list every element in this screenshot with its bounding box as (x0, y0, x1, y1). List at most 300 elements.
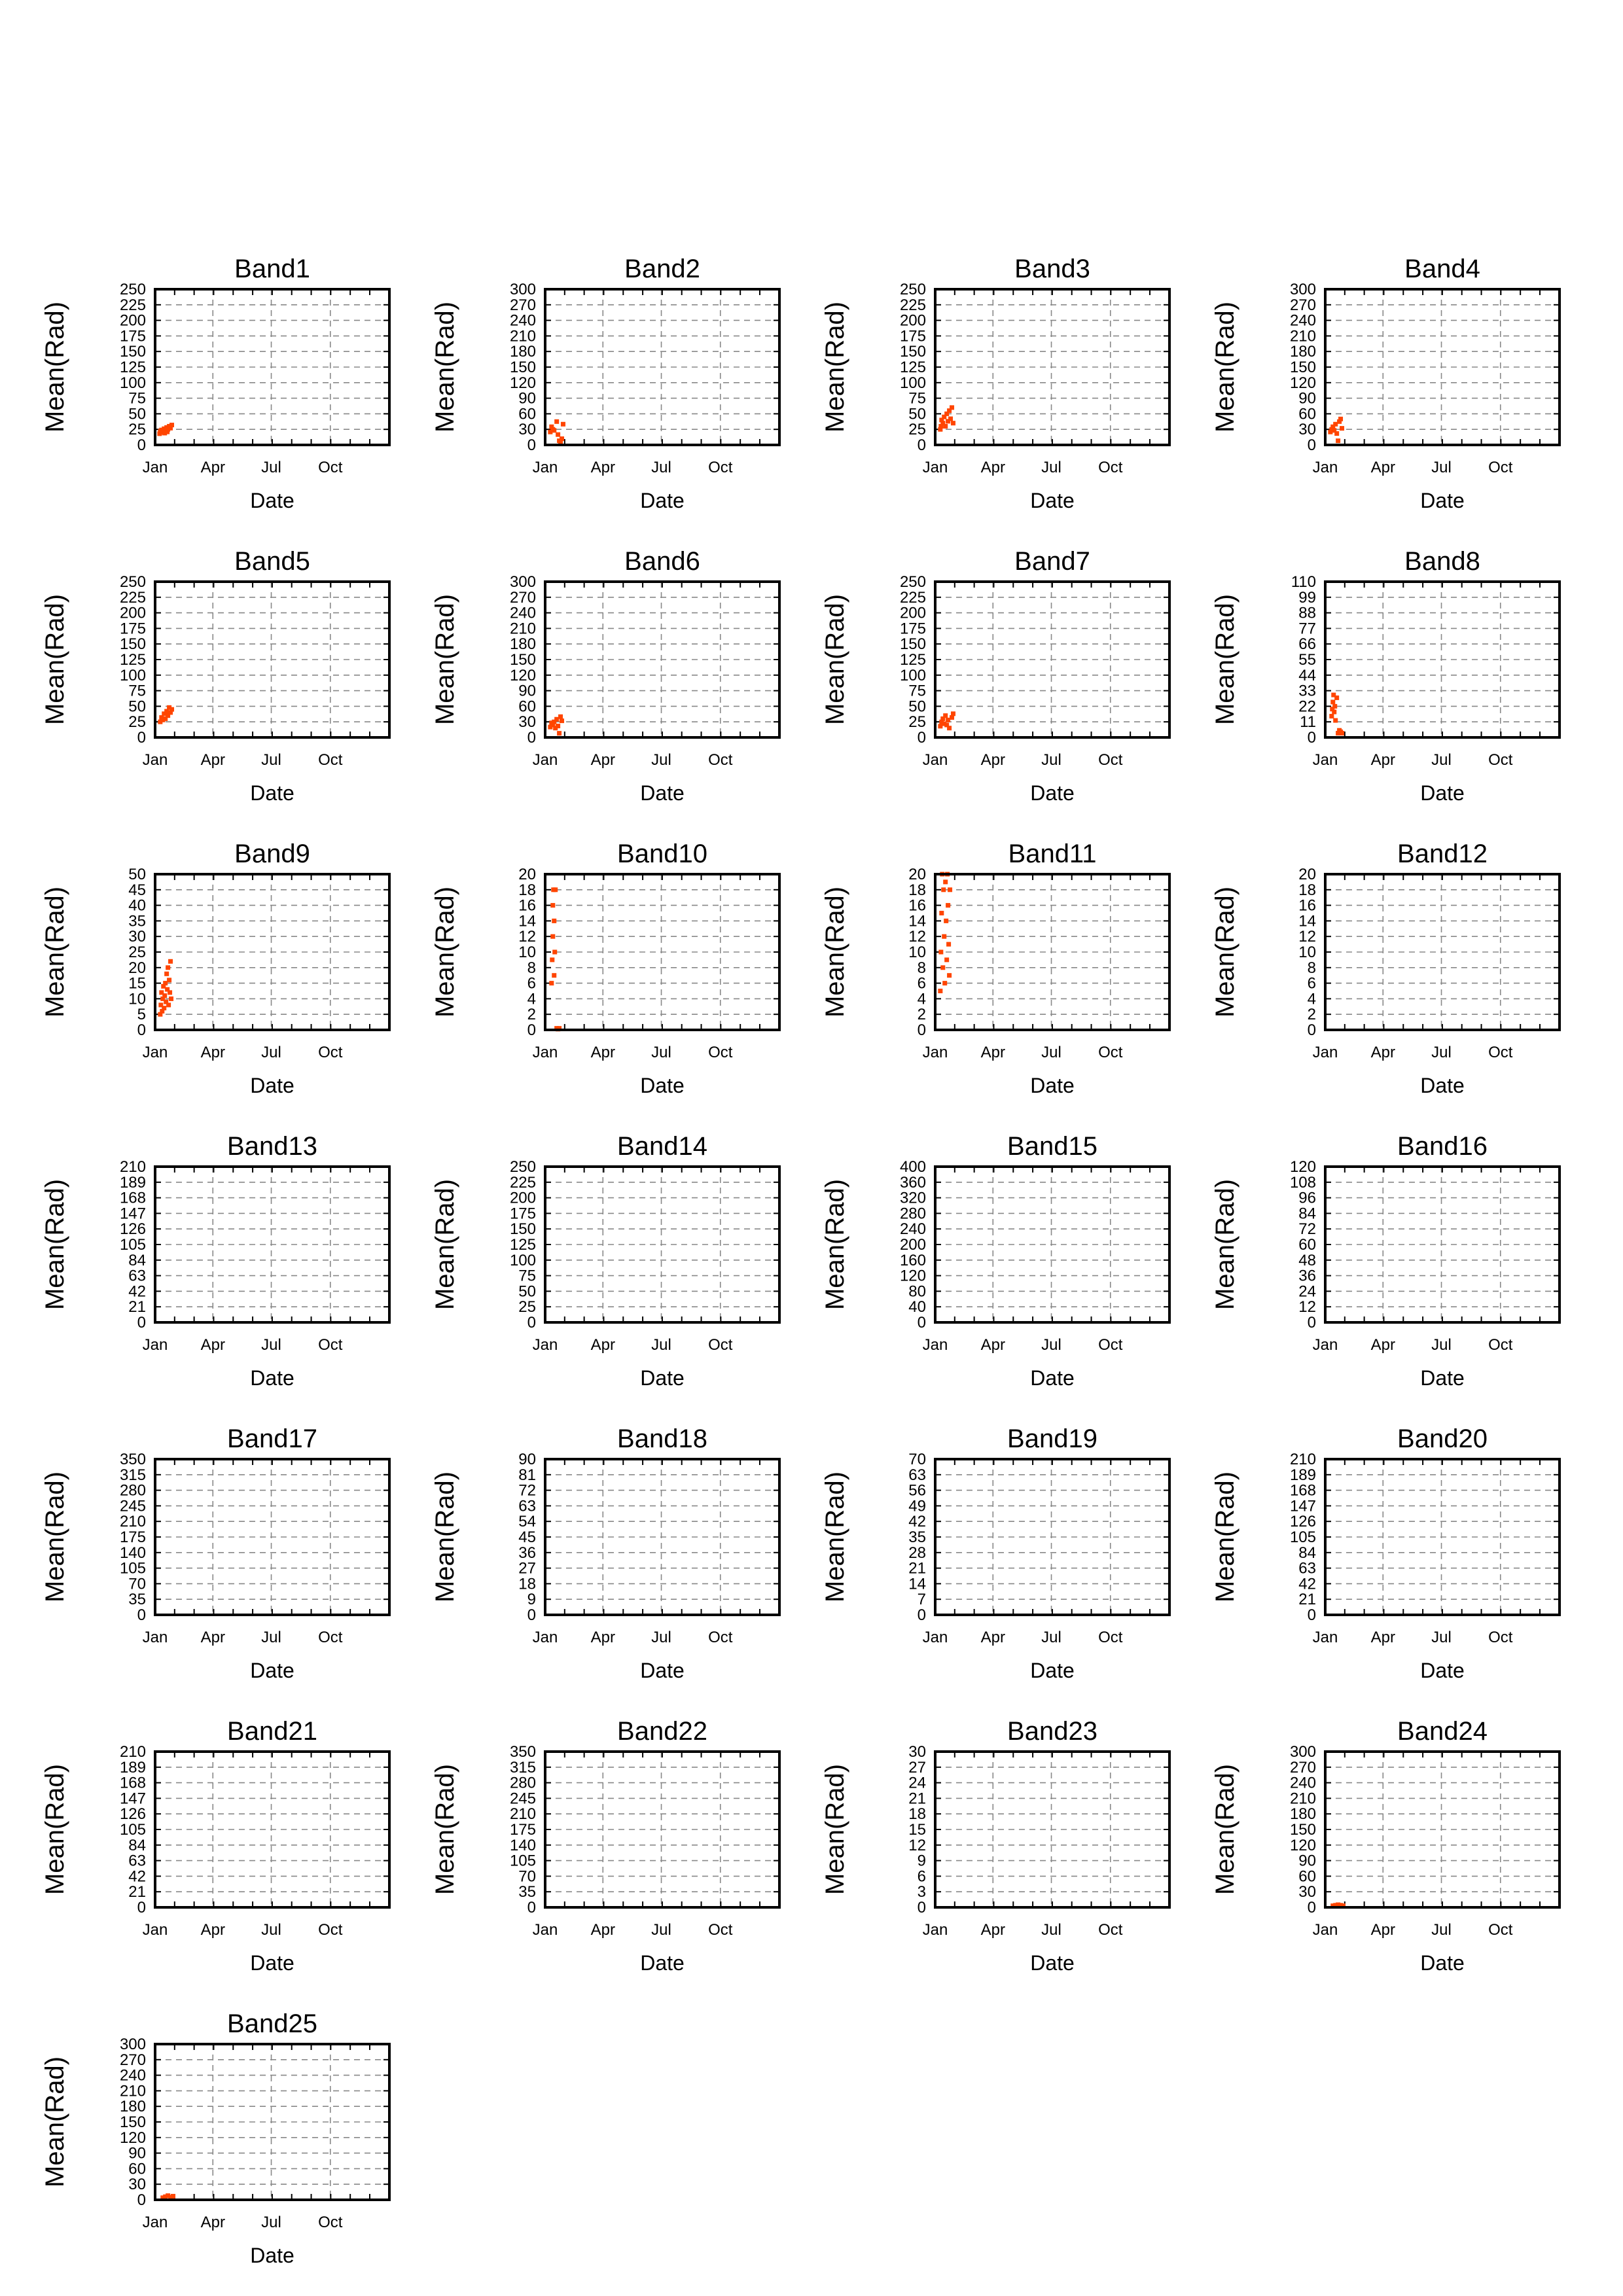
y-tick-label: 210 (509, 1805, 536, 1824)
y-tick-label: 35 (518, 1883, 536, 1901)
y-tick-label: 240 (119, 2066, 146, 2085)
x-tick-label: Jan (922, 1921, 948, 1939)
y-tick-label: 200 (509, 1189, 536, 1207)
y-tick-label: 60 (1298, 405, 1316, 423)
y-tick-label: 168 (1289, 1481, 1316, 1500)
chart-title: Band3 (1014, 255, 1090, 283)
y-tick-label: 0 (1307, 1021, 1316, 1039)
y-tick-label: 40 (908, 1298, 926, 1316)
x-tick-label: Apr (200, 1336, 225, 1354)
y-axis-label: Mean(Rad) (821, 1471, 849, 1603)
x-tick-label: Apr (980, 1921, 1005, 1939)
y-tick-label: 0 (527, 436, 536, 454)
x-axis-label: Date (250, 781, 294, 805)
y-tick-label: 90 (1298, 389, 1316, 408)
chart-title: Band14 (617, 1132, 707, 1161)
x-axis-label: Date (250, 2244, 294, 2267)
y-tick-label: 60 (1298, 1867, 1316, 1886)
y-tick-label: 60 (518, 405, 536, 423)
chart-band6 (431, 547, 779, 805)
x-tick-label: Jan (532, 459, 558, 476)
y-axis-label: Mean(Rad) (41, 1763, 69, 1896)
y-tick-label: 4 (1307, 990, 1316, 1008)
y-tick-label: 180 (509, 635, 536, 654)
x-axis-label: Date (1030, 1659, 1075, 1682)
y-tick-label: 90 (1298, 1852, 1316, 1870)
y-tick-label: 125 (899, 359, 926, 376)
y-tick-label: 210 (1289, 327, 1316, 345)
y-tick-label: 210 (119, 2082, 146, 2100)
y-tick-label: 400 (899, 1158, 926, 1176)
y-tick-label: 147 (1289, 1497, 1316, 1515)
x-axis-label: Date (1030, 1951, 1075, 1975)
x-tick-label: Apr (1370, 459, 1395, 476)
y-tick-label: 175 (119, 1528, 146, 1546)
data-point (948, 417, 953, 421)
y-tick-label: 0 (527, 1021, 536, 1039)
x-tick-label: Jan (922, 459, 948, 476)
y-tick-label: 250 (509, 1158, 536, 1176)
x-tick-label: Oct (1098, 1921, 1123, 1939)
y-tick-label: 10 (518, 944, 536, 961)
x-tick-label: Jan (532, 1044, 558, 1061)
y-tick-label: 125 (119, 651, 146, 669)
y-tick-label: 25 (128, 944, 146, 961)
x-axis-label: Date (1420, 1074, 1465, 1097)
chart-band4 (1211, 255, 1560, 512)
x-axis-label: Date (1420, 1659, 1465, 1682)
y-tick-label: 15 (908, 1821, 926, 1839)
y-tick-label: 60 (128, 2160, 146, 2178)
y-tick-label: 100 (509, 1251, 536, 1269)
chart-band21 (41, 1717, 389, 1975)
x-tick-label: Jul (1431, 1336, 1452, 1354)
x-tick-label: Jul (261, 1921, 281, 1939)
y-tick-label: 200 (899, 311, 926, 330)
y-tick-label: 0 (137, 1606, 146, 1624)
y-tick-label: 120 (899, 1267, 926, 1285)
x-tick-label: Apr (980, 1044, 1005, 1061)
y-tick-label: 16 (518, 896, 536, 915)
x-axis-label: Date (640, 1366, 685, 1390)
data-point (943, 424, 948, 429)
y-tick-label: 300 (1289, 281, 1316, 298)
x-tick-label: Oct (318, 1336, 343, 1354)
y-tick-label: 126 (1289, 1513, 1316, 1531)
x-tick-label: Jul (651, 1336, 671, 1354)
x-tick-label: Jan (922, 1044, 948, 1061)
x-tick-label: Oct (708, 459, 733, 476)
x-axis-label: Date (640, 781, 685, 805)
chart-band11 (821, 839, 1169, 1097)
y-tick-label: 0 (137, 1021, 146, 1039)
y-tick-label: 210 (1289, 1451, 1316, 1468)
y-tick-label: 250 (899, 281, 926, 298)
x-tick-label: Jul (1041, 1921, 1061, 1939)
x-tick-label: Jan (1312, 751, 1338, 769)
y-axis-label: Mean(Rad) (1211, 1763, 1240, 1896)
chart-band25 (41, 2009, 389, 2267)
x-tick-label: Apr (1370, 1629, 1395, 1646)
x-tick-label: Apr (590, 459, 615, 476)
y-tick-label: 250 (899, 573, 926, 591)
y-tick-label: 240 (509, 311, 536, 330)
y-tick-label: 25 (128, 421, 146, 439)
data-point (1340, 426, 1344, 431)
y-tick-label: 30 (128, 2176, 146, 2194)
data-point (950, 405, 954, 410)
x-tick-label: Jul (1431, 751, 1452, 769)
y-tick-label: 20 (128, 959, 146, 977)
x-tick-label: Jul (1041, 1629, 1061, 1646)
y-tick-label: 77 (1298, 620, 1316, 638)
data-point (1336, 438, 1340, 443)
y-axis-label: Mean(Rad) (1211, 1178, 1240, 1311)
x-tick-label: Oct (1488, 1921, 1513, 1939)
y-tick-label: 8 (527, 959, 536, 977)
y-tick-label: 88 (1298, 604, 1316, 622)
y-axis-label: Mean(Rad) (1211, 593, 1240, 726)
chart-title: Band7 (1014, 547, 1090, 576)
x-tick-label: Jan (1312, 459, 1338, 476)
y-tick-label: 175 (119, 620, 146, 638)
y-tick-label: 40 (128, 896, 146, 915)
data-point (946, 942, 951, 947)
x-tick-label: Apr (1370, 1336, 1395, 1354)
chart-band22 (431, 1717, 779, 1975)
x-tick-label: Oct (1098, 459, 1123, 476)
y-tick-label: 36 (1298, 1267, 1316, 1285)
y-tick-label: 50 (518, 1282, 536, 1301)
y-tick-label: 70 (518, 1867, 536, 1886)
x-tick-label: Oct (1098, 1629, 1123, 1646)
y-axis-label: Mean(Rad) (1211, 1471, 1240, 1603)
y-tick-label: 225 (899, 588, 926, 607)
y-tick-label: 100 (899, 374, 926, 392)
y-tick-label: 180 (1289, 1805, 1316, 1824)
chart-title: Band2 (624, 255, 700, 283)
chart-band10 (431, 839, 779, 1097)
x-tick-label: Apr (1370, 1921, 1395, 1939)
x-tick-label: Jul (261, 751, 281, 769)
y-tick-label: 70 (908, 1451, 926, 1468)
y-tick-label: 300 (1289, 1743, 1316, 1761)
y-tick-label: 120 (509, 374, 536, 392)
y-tick-label: 99 (1298, 588, 1316, 607)
data-point (1340, 731, 1344, 735)
y-tick-label: 3 (917, 1883, 926, 1901)
y-tick-label: 6 (917, 1867, 926, 1886)
y-tick-label: 11 (1300, 713, 1316, 732)
x-tick-label: Jul (1431, 1629, 1452, 1646)
y-tick-label: 0 (137, 1314, 146, 1332)
x-tick-label: Jan (1312, 1629, 1338, 1646)
y-tick-label: 36 (518, 1544, 536, 1562)
x-tick-label: Jan (1312, 1921, 1338, 1939)
y-tick-label: 21 (128, 1298, 146, 1316)
data-point (1333, 718, 1338, 723)
y-tick-label: 12 (1298, 1298, 1316, 1316)
y-tick-label: 0 (917, 1899, 926, 1916)
y-tick-label: 24 (1298, 1282, 1316, 1301)
y-axis-label: Mean(Rad) (431, 1763, 459, 1896)
y-tick-label: 4 (917, 990, 926, 1008)
y-tick-label: 210 (509, 327, 536, 345)
y-tick-label: 6 (527, 974, 536, 993)
x-tick-label: Jul (261, 1044, 281, 1061)
y-tick-label: 10 (128, 990, 146, 1008)
y-tick-label: 30 (518, 713, 536, 732)
y-tick-label: 300 (509, 573, 536, 591)
y-tick-label: 60 (518, 698, 536, 716)
data-point (1338, 417, 1343, 421)
chart-title: Band9 (234, 839, 310, 868)
y-axis-label: Mean(Rad) (821, 886, 849, 1018)
chart-band2 (431, 255, 779, 512)
data-point (948, 887, 952, 892)
y-tick-label: 315 (119, 1466, 146, 1484)
x-tick-label: Apr (980, 459, 1005, 476)
y-tick-label: 75 (908, 682, 926, 700)
y-axis-label: Mean(Rad) (41, 301, 69, 433)
y-tick-label: 0 (137, 2191, 146, 2209)
x-tick-label: Oct (318, 459, 343, 476)
y-tick-label: 200 (899, 1236, 926, 1254)
x-tick-label: Oct (708, 1629, 733, 1646)
data-point (560, 718, 564, 723)
y-tick-label: 21 (1298, 1591, 1316, 1609)
y-tick-label: 49 (908, 1497, 926, 1515)
x-tick-label: Jul (261, 2214, 281, 2231)
y-tick-label: 147 (119, 1790, 146, 1808)
data-point (1329, 714, 1334, 718)
chart-band12 (1211, 839, 1560, 1097)
chart-title: Band21 (227, 1717, 317, 1746)
y-tick-label: 90 (128, 2144, 146, 2163)
y-tick-label: 55 (1298, 651, 1316, 669)
x-tick-label: Oct (1488, 459, 1513, 476)
chart-title: Band1 (234, 255, 310, 283)
y-tick-label: 50 (128, 405, 146, 423)
y-tick-label: 140 (119, 1544, 146, 1562)
y-tick-label: 30 (908, 1743, 926, 1761)
y-tick-label: 200 (119, 604, 146, 622)
y-tick-label: 72 (518, 1481, 536, 1500)
x-tick-label: Apr (980, 1629, 1005, 1646)
y-tick-label: 125 (509, 1236, 536, 1254)
x-axis-label: Date (1420, 489, 1465, 512)
y-tick-label: 150 (1289, 1821, 1316, 1839)
y-tick-label: 0 (527, 729, 536, 747)
y-axis-label: Mean(Rad) (1211, 886, 1240, 1018)
data-point (556, 724, 560, 728)
y-tick-label: 45 (128, 881, 146, 899)
y-tick-label: 2 (527, 1006, 536, 1024)
x-tick-label: Oct (318, 1921, 343, 1939)
y-tick-label: 56 (908, 1481, 926, 1500)
y-tick-label: 30 (1298, 1883, 1316, 1901)
y-tick-label: 150 (899, 343, 926, 361)
data-point (556, 433, 560, 437)
y-tick-label: 270 (509, 588, 536, 607)
y-tick-label: 21 (128, 1883, 146, 1901)
y-tick-label: 160 (899, 1251, 926, 1269)
y-tick-label: 0 (917, 1314, 926, 1332)
y-tick-label: 320 (899, 1189, 926, 1207)
data-point (942, 981, 947, 985)
y-tick-label: 42 (128, 1282, 146, 1301)
y-tick-label: 150 (1289, 359, 1316, 376)
data-point (552, 973, 556, 978)
data-point (167, 978, 171, 982)
x-tick-label: Apr (1370, 751, 1395, 769)
y-tick-label: 280 (119, 1481, 146, 1500)
chart-title: Band22 (617, 1717, 707, 1746)
x-tick-label: Oct (708, 751, 733, 769)
x-axis-label: Date (250, 489, 294, 512)
y-tick-label: 28 (908, 1544, 926, 1562)
x-tick-label: Jan (142, 1044, 168, 1061)
y-tick-label: 240 (1289, 1774, 1316, 1792)
y-tick-label: 18 (518, 881, 536, 899)
x-tick-label: Jul (1041, 1044, 1061, 1061)
y-tick-label: 22 (1298, 698, 1316, 716)
y-tick-label: 21 (908, 1559, 926, 1578)
chart-band17 (41, 1424, 389, 1682)
y-tick-label: 120 (509, 666, 536, 684)
data-point (171, 2194, 175, 2199)
y-tick-label: 210 (509, 620, 536, 638)
y-tick-label: 0 (1307, 1899, 1316, 1916)
y-tick-label: 18 (518, 1575, 536, 1593)
y-tick-label: 225 (119, 588, 146, 607)
y-tick-label: 168 (119, 1774, 146, 1792)
y-tick-label: 100 (119, 374, 146, 392)
y-tick-label: 42 (1298, 1575, 1316, 1593)
data-point (168, 959, 173, 964)
data-point (162, 993, 167, 998)
chart-title: Band20 (1397, 1424, 1488, 1453)
x-tick-label: Jan (532, 1336, 558, 1354)
y-axis-label: Mean(Rad) (821, 593, 849, 726)
chart-title: Band12 (1397, 839, 1488, 868)
y-tick-label: 280 (899, 1205, 926, 1223)
y-tick-label: 12 (518, 928, 536, 946)
y-tick-label: 189 (1289, 1466, 1316, 1484)
x-tick-label: Oct (708, 1336, 733, 1354)
y-tick-label: 18 (908, 1805, 926, 1824)
data-point (938, 989, 942, 993)
y-tick-label: 0 (917, 1606, 926, 1624)
y-tick-label: 175 (119, 327, 146, 345)
x-tick-label: Jul (651, 751, 671, 769)
y-tick-label: 0 (1307, 1606, 1316, 1624)
x-tick-label: Apr (980, 1336, 1005, 1354)
y-tick-label: 315 (509, 1758, 536, 1776)
data-point (941, 887, 946, 892)
x-tick-label: Apr (200, 459, 225, 476)
y-tick-label: 9 (527, 1591, 536, 1609)
x-tick-label: Oct (1488, 1336, 1513, 1354)
y-tick-label: 270 (119, 2051, 146, 2069)
y-tick-label: 0 (917, 1021, 926, 1039)
chart-band23 (821, 1717, 1169, 1975)
x-tick-label: Jul (261, 1336, 281, 1354)
y-tick-label: 12 (908, 1836, 926, 1854)
y-tick-label: 84 (128, 1836, 146, 1854)
chart-title: Band19 (1007, 1424, 1097, 1453)
y-tick-label: 225 (509, 1173, 536, 1192)
y-tick-label: 105 (119, 1821, 146, 1839)
y-tick-label: 150 (119, 343, 146, 361)
x-axis-label: Date (1030, 781, 1075, 805)
y-tick-label: 90 (518, 682, 536, 700)
y-tick-label: 16 (1298, 896, 1316, 915)
y-tick-label: 50 (128, 698, 146, 716)
y-tick-label: 350 (119, 1451, 146, 1468)
chart-title: Band13 (227, 1132, 317, 1161)
data-point (951, 421, 955, 425)
chart-band8 (1211, 547, 1560, 805)
data-point (550, 957, 554, 962)
y-tick-label: 75 (128, 682, 146, 700)
y-tick-label: 175 (509, 1205, 536, 1223)
y-tick-label: 75 (518, 1267, 536, 1285)
x-tick-label: Apr (200, 2214, 225, 2231)
y-tick-label: 200 (899, 604, 926, 622)
data-point (1334, 431, 1339, 436)
y-tick-label: 63 (128, 1852, 146, 1870)
y-tick-label: 147 (119, 1205, 146, 1223)
x-tick-label: Apr (590, 1336, 615, 1354)
x-tick-label: Jan (1312, 1044, 1338, 1061)
x-tick-label: Jan (532, 1921, 558, 1939)
y-tick-label: 48 (1298, 1251, 1316, 1269)
x-tick-label: Jul (651, 1921, 671, 1939)
chart-band9 (41, 839, 389, 1097)
y-tick-label: 90 (518, 1451, 536, 1468)
data-point (943, 713, 948, 718)
y-tick-label: 240 (1289, 311, 1316, 330)
x-tick-label: Oct (318, 2214, 343, 2231)
y-tick-label: 27 (908, 1758, 926, 1776)
data-point (552, 919, 556, 923)
x-tick-label: Jan (922, 1629, 948, 1646)
x-tick-label: Jul (1431, 459, 1452, 476)
x-tick-label: Jul (1041, 459, 1061, 476)
data-point (561, 422, 565, 427)
x-tick-label: Jan (142, 751, 168, 769)
data-point (549, 981, 554, 985)
y-tick-label: 45 (518, 1528, 536, 1546)
y-tick-label: 6 (1307, 974, 1316, 993)
x-tick-label: Oct (318, 751, 343, 769)
y-axis-label: Mean(Rad) (431, 301, 459, 433)
y-tick-label: 126 (119, 1805, 146, 1824)
y-tick-label: 0 (527, 1314, 536, 1332)
y-tick-label: 200 (119, 311, 146, 330)
y-tick-label: 20 (1298, 866, 1316, 883)
x-tick-label: Apr (200, 751, 225, 769)
y-tick-label: 14 (908, 912, 926, 930)
data-point (164, 972, 169, 976)
y-tick-label: 360 (899, 1173, 926, 1192)
x-axis-label: Date (640, 489, 685, 512)
y-tick-label: 225 (119, 296, 146, 314)
y-tick-label: 0 (917, 436, 926, 454)
y-tick-label: 210 (119, 1743, 146, 1761)
y-tick-label: 9 (917, 1852, 926, 1870)
